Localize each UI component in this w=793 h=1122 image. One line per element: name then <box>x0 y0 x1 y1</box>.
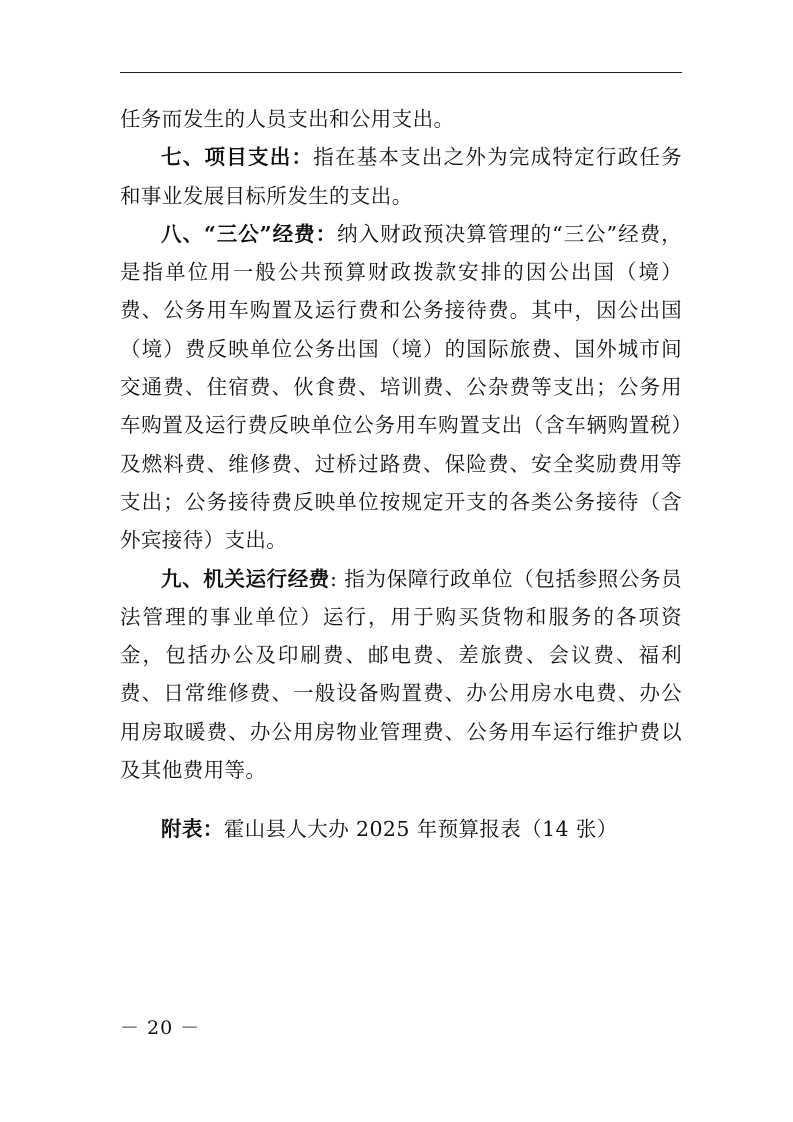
page-number: － 20 － <box>120 1017 201 1039</box>
paragraph-text: 纳入财政预决算管理的“三公”经费，是指单位用一般公共预算财政拨款安排的因公出国（境）费、公务用车购置及运行费和公务接待费。其中，因公出国（境）费反映单位公务出国（境）的国际旅费、国外城市间交通费、住宿费、伙食费、培训费、公杂费等支出；公务用车购置及运行费反映单位公务用车购置支出（含车辆购置税）及燃料费、维修费、过桥过路费、保险费、安全奖励费用等支出；公务接待费反映单位按规定开支的各类公务接待（含外宾接待）支出。 <box>120 221 682 553</box>
appendix-line <box>161 810 681 848</box>
paragraph-continuation <box>120 100 682 138</box>
document-body <box>120 100 682 789</box>
paragraph-text: 指在基本支出之外为完成特定行政任务和事业发展目标所发生的支出。 <box>120 145 682 208</box>
header-rule <box>120 72 682 73</box>
paragraph-three-public-funds <box>120 215 682 560</box>
paragraph-text: 任务而发生的人员支出和公用支出。 <box>120 107 455 131</box>
paragraph-label: 九、机关运行经费 <box>161 566 330 591</box>
paragraph-operating-funds <box>120 560 682 790</box>
paragraph-label: 七、项目支出： <box>161 145 314 170</box>
paragraph-label: 八、“三公”经费： <box>161 221 338 246</box>
appendix-label: 附表： <box>161 817 224 841</box>
paragraph-text: : 指为保障行政单位（包括参照公务员法管理的事业单位）运行，用于购买货物和服务的各项资金，包括办公及印刷费、邮电费、差旅费、会议费、福利费、日常维修费、一般设备购置费、办公用房水电费、办公用房取暖费、办公用房物业管理费、公务用车运行维护费以及其他费用等。 <box>120 566 683 783</box>
paragraph-project-expenditure <box>120 138 682 215</box>
appendix-text: 霍山县人大办 2025 年预算报表（14 张） <box>223 817 618 841</box>
